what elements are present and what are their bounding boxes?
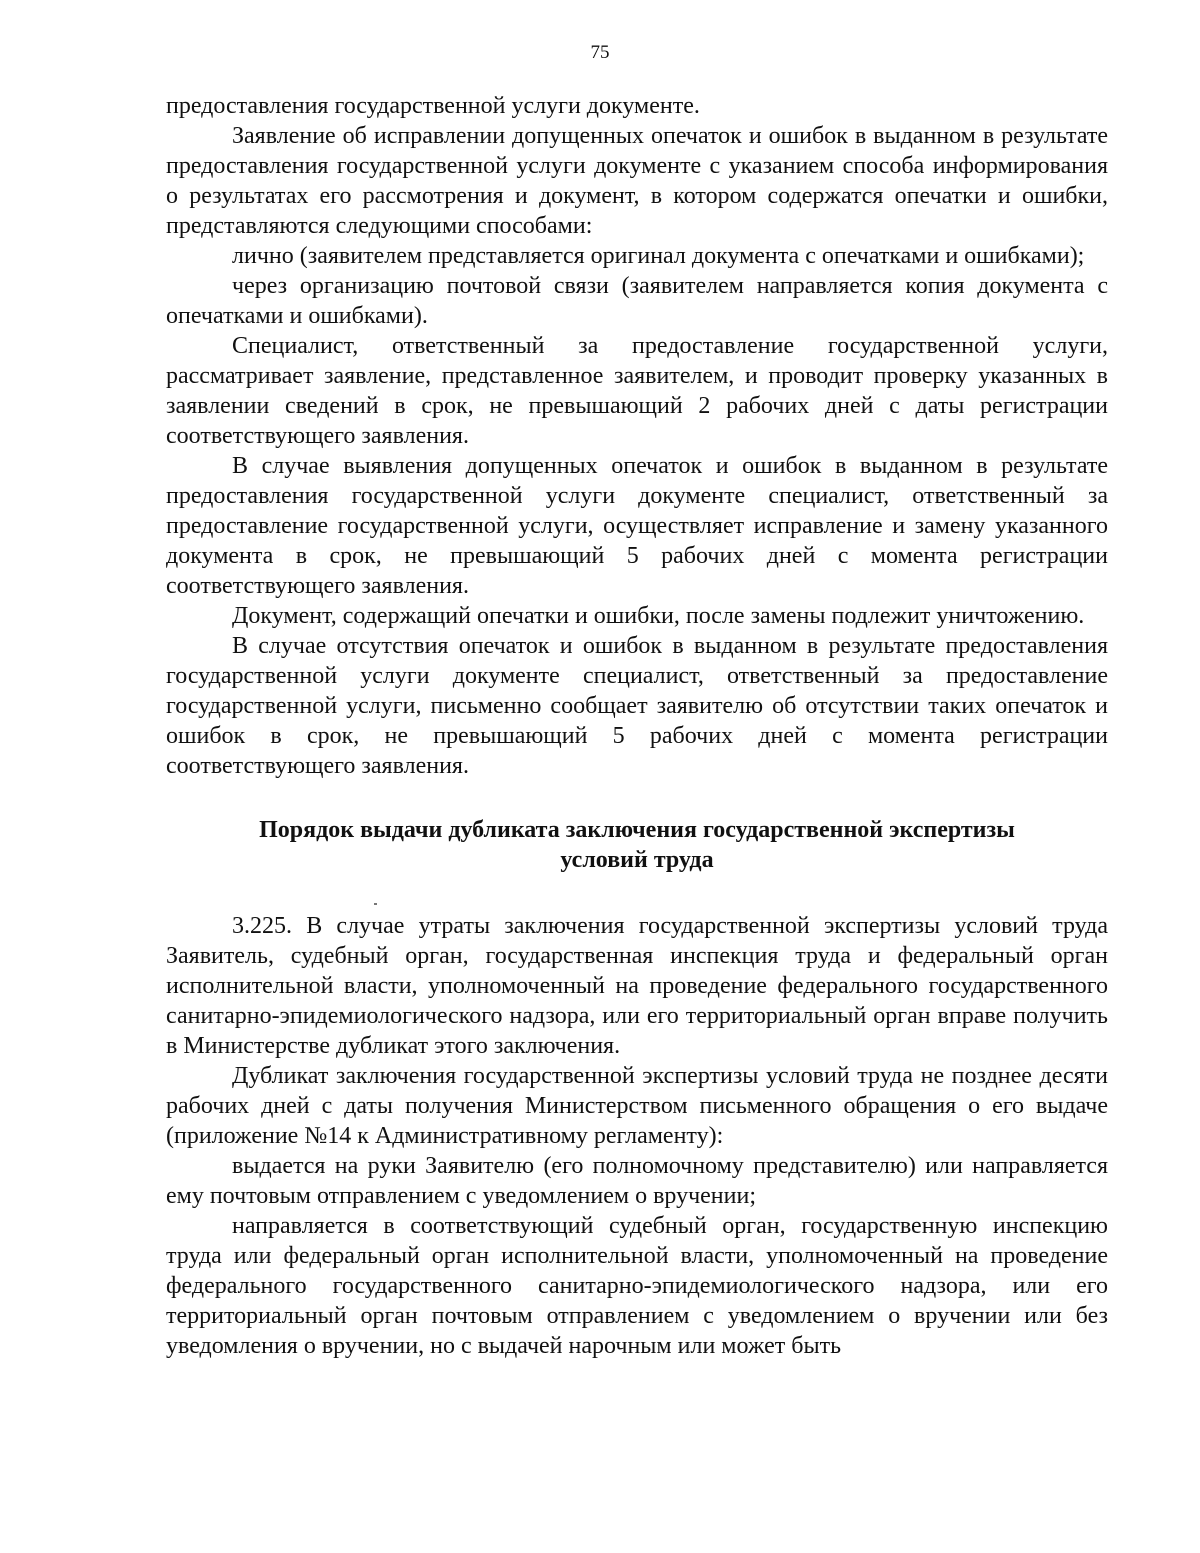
- paragraph: предоставления государственной услуги документе.: [166, 93, 700, 119]
- section-heading: [166, 815, 1108, 875]
- paragraph: Документ, содержащий опечатки и ошибки, после замены подлежит уничтожению.: [232, 603, 1085, 629]
- paragraph: через организацию почтовой связи (заявителем направляется копия документа с опечатками и ошибками).: [166, 273, 1108, 329]
- paragraph: направляется в соответствующий судебный орган, государственную инспекцию труда или федеральный орган исполнительной власти, уполномоченный на проведение федерального государственного санитарно-эпидемиологического надзора, или его территориальный орган почтовым отправлением с уведомлением о вручении или без уведомления о вручении, но с выдачей нарочным или может быть: [166, 1213, 1108, 1359]
- document-body: [166, 91, 1108, 1361]
- paragraph: лично (заявителем представляется оригинал документа с опечатками и ошибками);: [232, 243, 1085, 269]
- section-heading-line: Порядок выдачи дубликата заключения государственной экспертизы: [259, 817, 1015, 843]
- section-heading-line: условий труда: [560, 847, 714, 873]
- paragraph: Дубликат заключения государственной экспертизы условий труда не позднее десяти рабочих дней с даты получения Министерством письменного обращения о его выдаче (приложение №14 к Административному регламенту):: [166, 1063, 1108, 1149]
- paragraph: 3.225. В случае утраты заключения государственной экспертизы условий труда Заявитель, судебный орган, государственная инспекция труда и федеральный орган исполнительной власти, уполномоченный на проведение федерального государственного санитарно-эпидемиологического надзора, или его территориальный орган вправе получить в Министерстве дубликат этого заключения.: [166, 913, 1108, 1059]
- paragraph: В случае отсутствия опечаток и ошибок в выданном в результате предоставления государственной услуги документе специалист, ответственный за предоставление государственной услуги, письменно сообщает заявителю об отсутствии таких опечаток и ошибок в срок, не превышающий 5 рабочих дней с момента регистрации соответствующего заявления.: [166, 633, 1108, 779]
- page-number: 75: [590, 42, 610, 63]
- paragraph: Специалист, ответственный за предоставление государственной услуги, рассматривает заявление, представленное заявителем, и проводит проверку указанных в заявлении сведений в срок, не превышающий 2 рабочих дней с даты регистрации соответствующего заявления.: [166, 333, 1108, 449]
- scan-speck: [374, 903, 377, 905]
- paragraph: В случае выявления допущенных опечаток и ошибок в выданном в результате предоставления государственной услуги документе специалист, ответственный за предоставление государственной услуги, осуществляет исправление и замену указанного документа в срок, не превышающий 5 рабочих дней с момента регистрации соответствующего заявления.: [166, 453, 1108, 599]
- paragraph: выдается на руки Заявителю (его полномочному представителю) или направляется ему почтовым отправлением с уведомлением о вручении;: [166, 1153, 1108, 1209]
- paragraph: Заявление об исправлении допущенных опечаток и ошибок в выданном в результате предоставления государственной услуги документе с указанием способа информирования о результатах его рассмотрения и документ, в котором содержатся опечатки и ошибки, представляются следующими способами:: [166, 123, 1108, 239]
